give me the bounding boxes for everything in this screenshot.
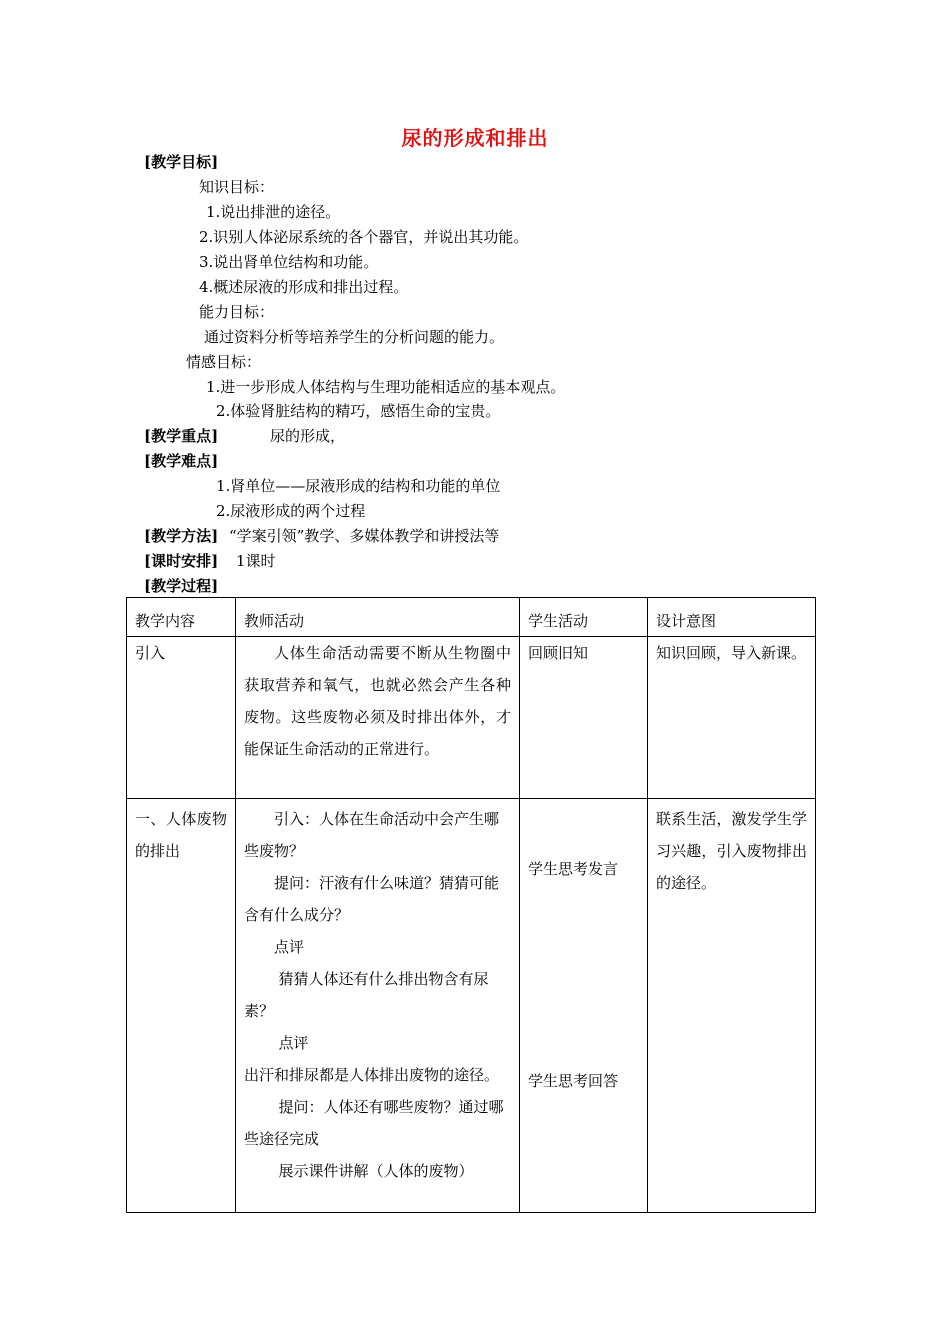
key-point-text: 尿的形成， [270,427,346,445]
student-text: 学生思考发言 [528,860,619,878]
emotion-item: 1.进一步形成人体结构与生理功能相适应的基本观点。 [206,378,566,396]
content-text: 引入 [135,644,166,662]
column-header: 教师活动 [236,598,520,637]
table-cell [127,799,236,1213]
table-cell [520,799,648,1213]
knowledge-item: 3.说出肾单位结构和功能。 [199,253,379,271]
teacher-line: 提问：汗液有什么味道？猜猜可能含有什么成分？ [244,874,500,924]
table-cell [648,637,816,799]
difficulty-item: 1.肾单位——尿液形成的结构和功能的单位 [216,477,501,495]
teacher-line: 出汗和排尿都是人体排出废物的途径。 [244,1066,500,1084]
intent-text: 联系生活，激发学生学习兴趣，引入废物排出的途径。 [656,810,807,892]
teacher-line: 展示课件讲解（人体的废物） [278,1162,474,1180]
table-row [127,637,816,799]
column-header: 学生活动 [520,598,648,637]
table-cell [236,799,520,1213]
teacher-line: 提问：人体还有哪些废物？通过哪些途径完成 [244,1098,504,1148]
key-point-heading: [教学重点] [144,427,219,445]
method-heading: [教学方法] [144,527,219,545]
teacher-line: 引入：人体在生命活动中会产生哪些废物？ [244,810,500,860]
student-text: 学生思考回答 [528,1072,619,1090]
knowledge-label: 知识目标： [199,178,275,196]
difficulty-heading: [教学难点] [144,452,219,470]
ability-text: 通过资料分析等培养学生的分析问题的能力。 [204,328,505,346]
content-text: 一、人体废物的排出 [135,810,227,860]
schedule-text: 1课时 [236,552,276,570]
table-header-row [127,598,816,637]
schedule-heading: [课时安排] [144,552,219,570]
column-header: 教学内容 [127,598,236,637]
method-text: “学案引领”教学、多媒体教学和讲授法等 [229,527,500,545]
table-row [127,799,816,1213]
column-header: 设计意图 [648,598,816,637]
knowledge-item: 2.识别人体泌尿系统的各个器官，并说出其功能。 [199,228,529,246]
difficulty-item: 2.尿液形成的两个过程 [216,502,366,520]
student-text: 回顾旧知 [528,644,589,662]
knowledge-item: 1.说出排泄的途径。 [206,203,341,221]
ability-label: 能力目标： [199,303,275,321]
intent-text: 知识回顾，导入新课。 [656,644,807,662]
teacher-line: 猜猜人体还有什么排出物含有尿素？ [244,970,489,1020]
teacher-line: 点评 [274,938,305,956]
table-cell [520,637,648,799]
table-cell [648,799,816,1213]
process-table [126,597,816,1213]
teacher-line: 点评 [278,1034,309,1052]
emotion-item: 2.体验肾脏结构的精巧，感悟生命的宝贵。 [216,402,501,420]
process-heading: [教学过程] [144,577,219,595]
table-cell [127,637,236,799]
teacher-text: 人体生命活动需要不断从生物圈中获取营养和氧气，也就必然会产生各种废物。这些废物必须及时排出体外，才能保证生命活动的正常进行。 [244,644,511,758]
table-cell [236,637,520,799]
knowledge-item: 4.概述尿液的形成和排出过程。 [199,278,409,296]
emotion-label: 情感目标： [186,353,262,371]
objectives-heading: [教学目标] [144,153,219,171]
page-title: 尿的形成和排出 [401,126,549,150]
